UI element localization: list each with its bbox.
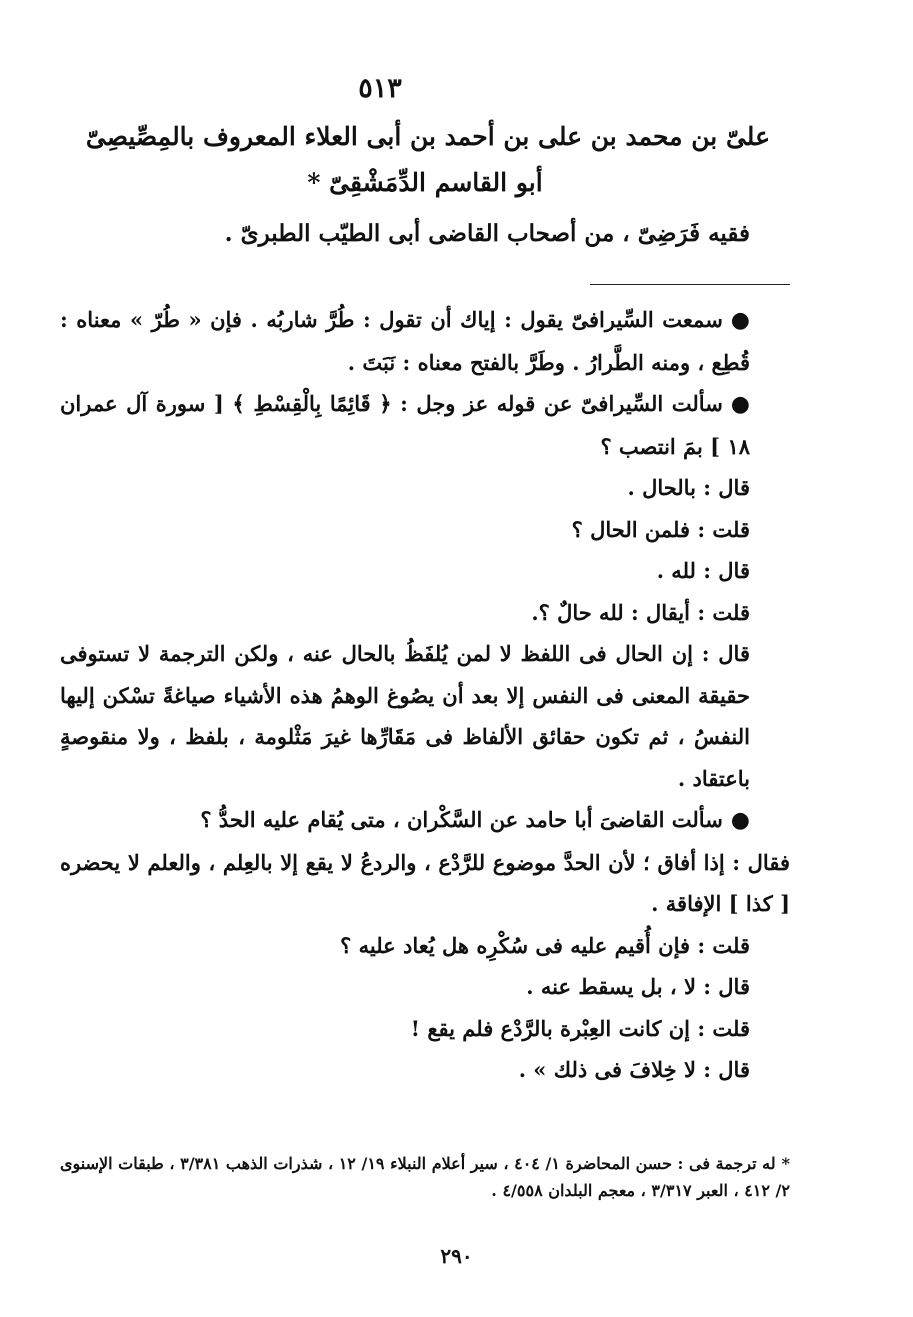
footnote (60, 1150, 790, 1204)
footnote-marker: * (781, 1154, 790, 1173)
paragraph-quran-question (60, 383, 790, 467)
paragraph-text: سألت القاضىَ أبا حامد عن السَّكْران ، متى يُقام عليه الحدُّ ؟ (200, 807, 723, 832)
section-divider (590, 284, 790, 285)
paragraph-qadi-answer: فقال : إذا أفاق ؛ لأن الحدَّ موضوع للرَّدْع ، والردعُ لا يقع إلا بالعِلم ، والعلم لا يحضره [ كذا ] الإفاقة . (60, 849, 790, 916)
footnote-text: له ترجمة فى : حسن المحاضرة ١/ ٤٠٤ ، سير أعلام النبلاء ١٩/ ١٢ ، شذرات الذهب ٣/٣٨١ ، طبقات الإسنوى ٢/ ٤١٢ ، العبر ٣/٣١٧ ، معجم البلدان ٤/٥٥٨ . (60, 1154, 790, 1200)
dialog-line: قال : بالحال . (627, 475, 750, 500)
dialog-line: قال : لله . (656, 558, 750, 583)
book-page (60, 72, 790, 1091)
bullet-icon: ● (730, 807, 750, 833)
entry-title-line-1: علىّ بن محمد بن على بن أحمد بن أبى العلاء المعروف بالمِصِّيصِىّ (85, 122, 770, 151)
entry-intro: فقيه فَرَضِىّ ، من أصحاب القاضى أبى الطيّب الطبرىّ . (224, 220, 750, 247)
dialog-line: قلت : أيقال : لله حالٌ ؟. (531, 599, 750, 625)
bullet-icon: ● (730, 391, 750, 417)
paragraph-siraafi-quote (60, 299, 790, 383)
dialog-line: قال : لا ، بل يسقط عنه . (526, 974, 750, 999)
paragraph-text: سألت السِّيرافىّ عن قوله عز وجل : ﴿ قَائِمًا بِالْقِسْطِ ﴾ [ سورة آل عمران ١٨ ] بمَ انتصب ؟ (60, 391, 750, 459)
paragraph-text: سمعت السِّيرافىّ يقول : إياك أن تقول : طُرَّ شاربُه . فإن « طُرّ » معناه : قُطِع ، ومنه الطَّرارُ . وطَرَّ بالفتح معناه : نَبَتَ . (60, 307, 750, 375)
dialog-line: قلت : فإن أُقيم عليه فى سُكْرِه هل يُعاد عليه ؟ (340, 932, 750, 958)
body-text (60, 299, 790, 1091)
dialog-line: قال : لا خِلافَ فى ذلك » . (518, 1057, 750, 1082)
dialog-line: قلت : فلمن الحال ؟ (571, 516, 750, 542)
paragraph-explanation: قال : إن الحال فى اللفظ لا لمن يُلفَظُ بالحال عنه ، ولكن الترجمة لا تستوفى حقيقة المعنى فى النفس إلا بعد أن يصُوغ الوهمُ هذه الأشياء صياغةً تسْكن إليها النفسُ ، ثم تكون حقائق الألفاظ فى مَقَارِّها غيرَ مَثْلومة ، بلفظ ، ولا منقوصةٍ باعتقاد . (60, 641, 750, 791)
dialog-line: قلت : إن كانت العِبْرة بالرَّدْع فلم يقع ! (410, 1015, 750, 1041)
page-number: ٢٩٠ (440, 1244, 473, 1268)
bullet-icon: ● (730, 307, 750, 333)
entry-title-line-2: أبو القاسم الدِّمَشْقِىّ * (307, 168, 543, 197)
paragraph-qadi-question (60, 799, 790, 842)
entry-number: ٥١٣ (358, 73, 402, 104)
